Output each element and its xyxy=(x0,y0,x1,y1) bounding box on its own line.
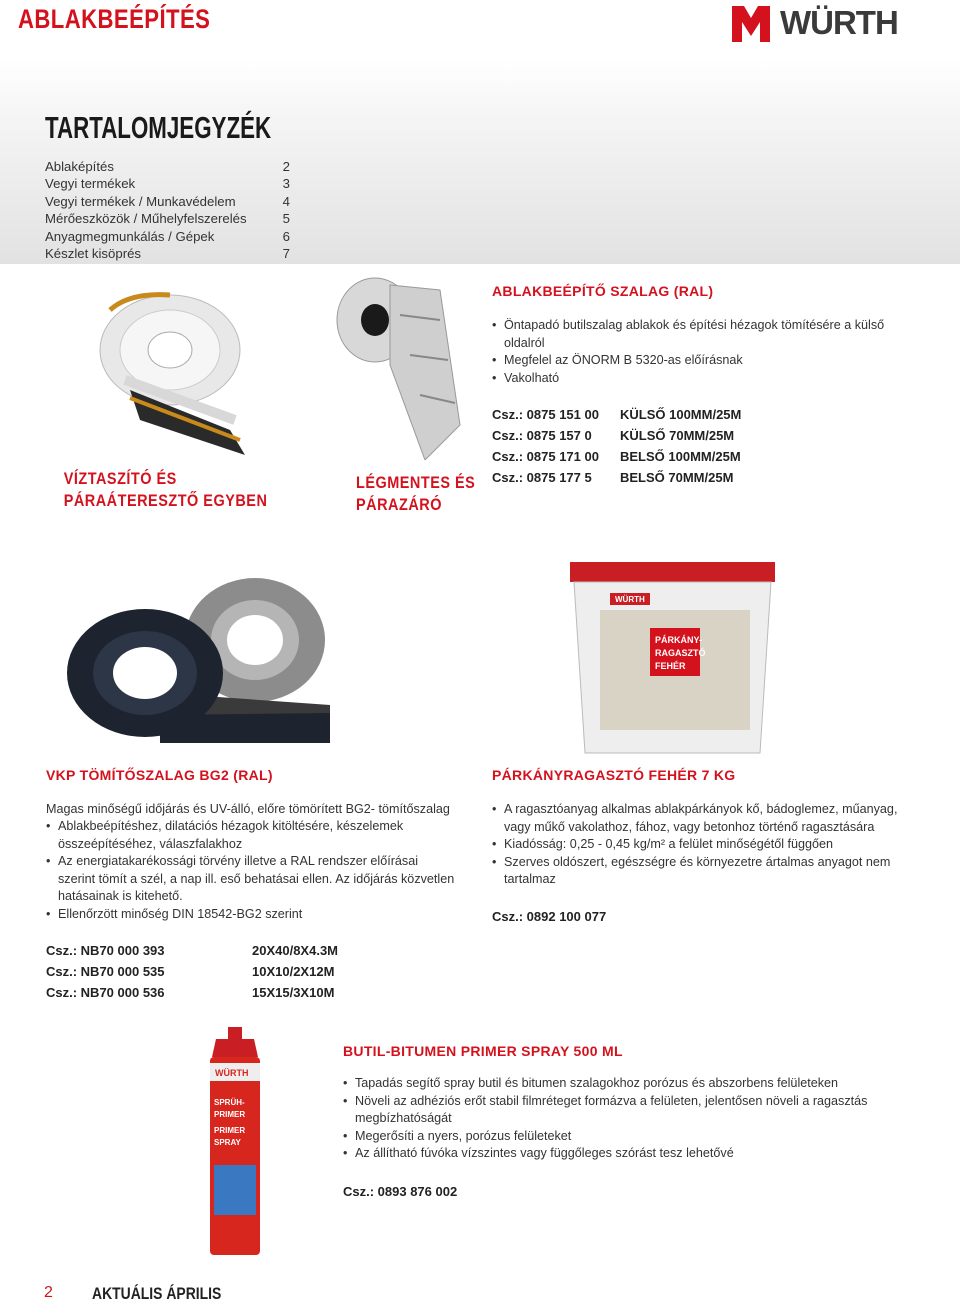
product-code-row: Csz.: 0875 157 0 KÜLSŐ 70MM/25M xyxy=(492,428,735,443)
bullet-item: • Ellenőrzött minőség DIN 18542-BG2 szerint xyxy=(46,906,456,924)
svg-text:SPRÜH-: SPRÜH- xyxy=(214,1098,245,1107)
toc-list xyxy=(45,158,290,262)
bucket-image xyxy=(560,548,785,758)
product3-code: Csz.: 0892 100 077 xyxy=(492,909,607,924)
toc-item[interactable]: Vegyi termékek / Munkavédelem 4 xyxy=(45,193,290,209)
product-code-row: Csz.: 0875 171 00 BELSŐ 100MM/25M xyxy=(492,449,741,464)
svg-text:FEHÉR: FEHÉR xyxy=(655,661,686,671)
bullet-item: • A ragasztóanyag alkalmas ablakpárkányok kő, bádoglemez, műanyag, vagy műkő vakolathoz, fához, vagy betonhoz történő ragasztására xyxy=(492,801,912,836)
product4-code: Csz.: 0893 876 002 xyxy=(343,1184,458,1199)
caption-waterproof: VÍZTASZÍTÓ ÉS PÁRAÁTERESZTŐ EGYBEN xyxy=(62,468,271,512)
product4-bullets xyxy=(343,1075,903,1163)
product-code-row: Csz.: NB70 000 536 15X15/3X10M xyxy=(46,985,335,1000)
product2-codes xyxy=(46,940,338,1003)
toc-item[interactable]: Vegyi termékek 3 xyxy=(45,176,290,192)
svg-text:PÁRKÁNY-: PÁRKÁNY- xyxy=(655,635,703,645)
footer-label: AKTUÁLIS ÁPRILIS xyxy=(92,1284,222,1301)
product3-title: PÁRKÁNYRAGASZTÓ FEHÉR 7 KG xyxy=(492,767,736,783)
bullet-item: • Növeli az adhéziós erőt stabil filmréteget formázva a felületen, jelentősen növeli a ragasztás megbízhatóságát xyxy=(343,1093,903,1128)
bullet-item: • Tapadás segítő spray butil és bitumen szalagokhoz porózus és abszorbens felületeken xyxy=(343,1075,903,1093)
page-header-title: ABLAKBEÉPÍTÉS xyxy=(18,4,211,34)
product2-intro: Magas minőségű időjárás és UV-álló, előre tömörített BG2- tömítőszalag xyxy=(46,802,450,816)
svg-text:PRIMER: PRIMER xyxy=(214,1110,246,1119)
product1-title: ABLAKBEÉPÍTŐ SZALAG (RAL) xyxy=(492,283,714,299)
toc-title: TARTALOMJEGYZÉK xyxy=(45,110,272,145)
toc-item[interactable]: Készlet kisöprés 7 xyxy=(45,246,290,262)
product-code-row: Csz.: NB70 000 393 20X40/8X4.3M xyxy=(46,943,339,958)
product-code-row: Csz.: 0875 151 00 KÜLSŐ 100MM/25M xyxy=(492,407,742,422)
wurth-logo-icon xyxy=(730,4,772,44)
bullet-item: • Az állítható fúvóka vízszintes vagy függőleges szórást tesz lehetővé xyxy=(343,1145,903,1163)
bucket-brand: WÜRTH xyxy=(615,595,645,604)
product-code-row: Csz.: NB70 000 535 10X10/2X12M xyxy=(46,964,335,979)
bullet-item: • Kiadósság: 0,25 - 0,45 kg/m² a felület minőségétől függően xyxy=(492,836,912,854)
foam-tape-rolls-image xyxy=(40,565,340,750)
svg-text:SPRAY: SPRAY xyxy=(214,1138,241,1147)
product1-codes xyxy=(492,404,741,488)
toc-item[interactable]: Anyagmegmunkálás / Gépek 6 xyxy=(45,228,290,244)
svg-text:RAGASZTÓ: RAGASZTÓ xyxy=(655,648,706,658)
brand-name: WÜRTH xyxy=(780,4,898,41)
bullet-item: • Szerves oldószert, egészségre és környezetre ártalmas anyagot nem tartalmaz xyxy=(492,854,912,889)
product-code-row: Csz.: 0875 177 5 BELSŐ 70MM/25M xyxy=(492,470,734,485)
spray-can-image xyxy=(200,1025,270,1260)
product2-bullets xyxy=(46,818,456,924)
tape-roll-image-waterproof xyxy=(70,280,270,465)
svg-text:PRIMER: PRIMER xyxy=(214,1126,246,1135)
page-number: 2 xyxy=(44,1284,53,1301)
toc-item[interactable]: Ablaképítés 2 xyxy=(45,159,290,174)
product1-bullets xyxy=(492,317,922,387)
bullet-item: • Vakolható xyxy=(492,370,922,388)
product3-bullets xyxy=(492,801,912,889)
product2-title: VKP TÖMÍTŐSZALAG BG2 (RAL) xyxy=(46,767,273,783)
bullet-item: • Az energiatakarékossági törvény illetve a RAL rendszer előírásai szerint tömít a szél, a nap ill. eső behatásai ellen. Az időjárás közvetlen hatásainak is kitehető. xyxy=(46,853,456,906)
caption-airtight: LÉGMENTES ÉS PÁRAZÁRÓ xyxy=(356,473,476,514)
toc-item[interactable]: Mérőeszközök / Műhelyfelszerelés 5 xyxy=(45,211,290,227)
tape-roll-image-airtight xyxy=(330,275,470,460)
bullet-item: • Öntapadó butilszalag ablakok és építési hézagok tömítésére a külső oldalról xyxy=(492,317,922,352)
product4-title: BUTIL-BITUMEN PRIMER SPRAY 500 ML xyxy=(343,1043,623,1059)
bullet-item: • Megerősíti a nyers, porózus felületeket xyxy=(343,1128,903,1146)
bullet-item: • Ablakbeépítéshez, dilatációs hézagok kitöltésére, készelemek összeépítéséhez, válaszfalakhoz xyxy=(46,818,456,853)
bullet-item: • Megfelel az ÖNORM B 5320-as előírásnak xyxy=(492,352,922,370)
can-brand: WÜRTH xyxy=(215,1068,249,1078)
